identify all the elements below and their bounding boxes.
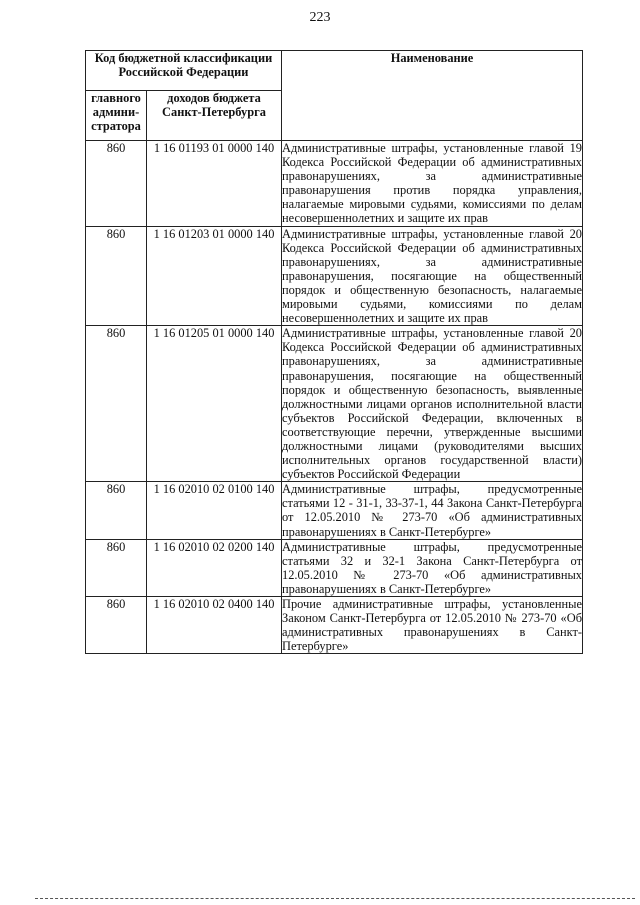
name-cell: Административные штрафы, предусмотренные статьями 32 и 32-1 Закона Санкт-Петербурга от 12.05.2010 № 273-70 «Об административных правонарушениях в Санкт-Петербурге»	[282, 539, 582, 596]
table-row	[86, 326, 583, 482]
admin-code-cell: 860	[86, 539, 147, 596]
page-number: 223	[309, 10, 331, 25]
income-code-cell: 1 16 02010 02 0400 140	[147, 597, 282, 654]
table-row	[86, 226, 583, 326]
header-name: Наименование	[282, 51, 583, 141]
name-cell: Административные штрафы, установленные главой 19 Кодекса Российской Федерации об административных правонарушениях, за административные правонарушения против порядка управления, налагаемые мировыми судьями, комиссиями по делам несовершеннолетних и защите их прав	[282, 141, 582, 226]
footer-divider	[35, 898, 635, 899]
admin-code-cell: 860	[86, 482, 147, 539]
income-code-cell: 1 16 01193 01 0000 140	[147, 141, 282, 227]
header-code-group: Код бюджетной классификации Российской Федерации	[86, 51, 282, 91]
name-cell: Административные штрафы, установленные главой 20 Кодекса Российской Федерации об административных правонарушениях, за административные правонарушения, посягающие на общественный порядок и общественную безопасность, налагаемые мировыми судьями, комиссиями по делам несовершеннолетних и защите их прав	[282, 226, 582, 326]
table-row	[86, 141, 583, 227]
admin-code-cell: 860	[86, 226, 147, 326]
name-cell: Прочие административные штрафы, установленные Законом Санкт-Петербурга от 12.05.2010 № 273-70 «Об административных правонарушениях в Санкт-Петербурге»	[282, 597, 582, 654]
name-cell: Административные штрафы, предусмотренные статьями 12 - 31-1, 33-37-1, 44 Закона Санкт-Петербурга от 12.05.2010 № 273-70 «Об административных правонарушениях в Санкт-Петербурге»	[282, 482, 582, 539]
table-row	[86, 539, 583, 596]
income-code-cell: 1 16 01205 01 0000 140	[147, 326, 282, 482]
admin-code-cell: 860	[86, 597, 147, 654]
header-income: доходов бюджета Санкт-Петербурга	[147, 91, 282, 141]
admin-code-cell: 860	[86, 326, 147, 482]
income-code-cell: 1 16 01203 01 0000 140	[147, 226, 282, 326]
header-admin: главного админи-стратора	[86, 91, 147, 141]
income-code-cell: 1 16 02010 02 0200 140	[147, 539, 282, 596]
income-code-cell: 1 16 02010 02 0100 140	[147, 482, 282, 539]
table-row	[86, 482, 583, 539]
admin-code-cell: 860	[86, 141, 147, 227]
name-cell: Административные штрафы, установленные главой 20 Кодекса Российской Федерации об административных правонарушениях, за административные правонарушения, посягающие на общественный порядок и общественную безопасность, выявленные должностными лицами органов исполнительной власти субъектов Российской Федерации, включенных в соответствующие перечни, утвержденные высшими должностными лицами (руководителями высших исполнительных органов государственной власти) субъектов Российской Федерации	[282, 326, 582, 482]
budget-classification-table	[85, 50, 583, 654]
table-row	[86, 597, 583, 654]
